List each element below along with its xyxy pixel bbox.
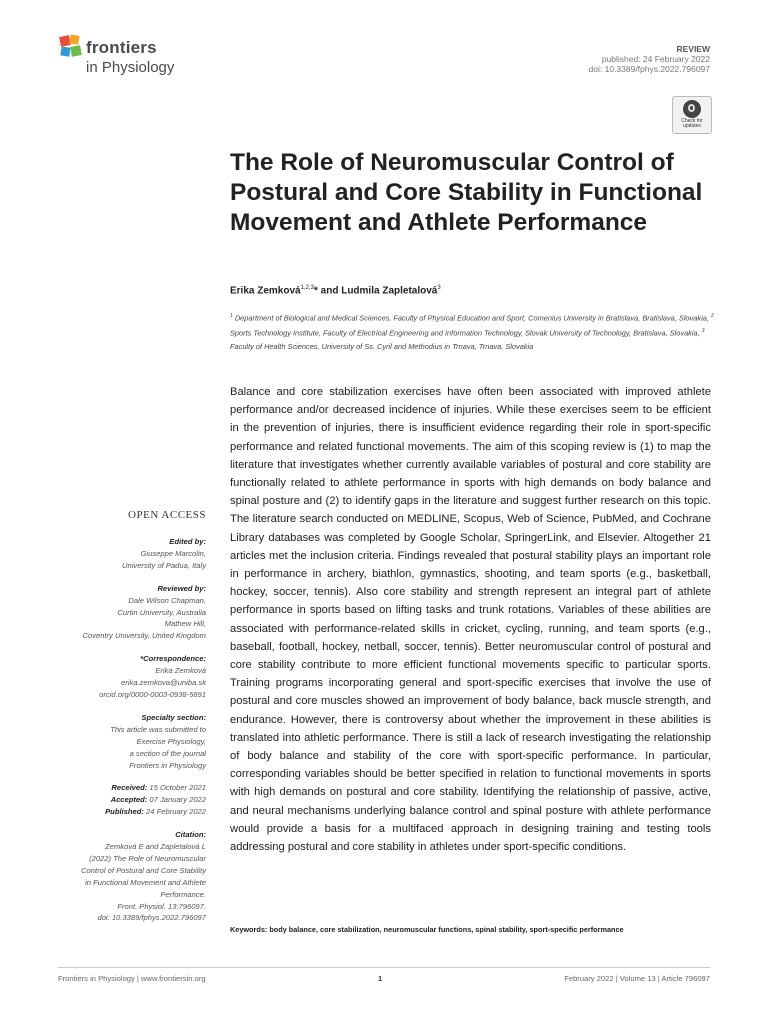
citation-line: (2022) The Role of Neuromuscular <box>89 853 206 863</box>
specialty-line: a section of the journal <box>129 748 206 758</box>
correspondence-email-link[interactable]: erika.zemkova@uniba.sk <box>121 678 206 688</box>
accepted-date <box>40 794 206 806</box>
open-access-label: OPEN ACCESS <box>128 509 206 521</box>
affiliation: Faculty of Health Sciences, University of Ss. Cyril and Methodius in Trnava, Trnava, Slovakia <box>230 341 534 351</box>
specialty-line: Frontiers in Physiology <box>129 760 206 770</box>
reviewed-by-heading: Reviewed by: <box>157 583 206 593</box>
article-title: The Role of Neuromuscular Control of Postural and Core Stability in Functional Movement and Athlete Performance <box>230 149 703 236</box>
abstract-text: Balance and core stabilization exercises have often been associated with improved athlete performance and/or decreased incidence of injuries. While these exercises seem to be efficient in the prevention of injuries, there is insufficient evidence regarding their role in sport-specific performance and related functional movements. The aim of this scoping review is (1) to map the literature that investigates whether currently available variables of postural and core stability are functionally related to athlete performance in sports with high demands on body balance and spinal posture and (2) to identify gaps in the literature and suggest further research on this topic. The literature search conducted on MEDLINE, Scopus, Web of Science, PubMed, and Cochrane Library databases was completed by Google Scholar, SpringerLink, and Elsevier. Altogether 21 articles met the inclusion criteria. Findings revealed that postural stability plays an important role in performance in archery, biathlon, gymnastics, shooting, and team sports (e.g., basketball, hockey, soccer, tennis). Also core stability and strength represent an integral part of athlete performance in sports based on lifting tasks and trunk rotations. Variables of these abilities are associated with performance-related skills in cricket, cycling, running, and team sports (e.g., baseball, football, hockey, netball, soccer, tennis). Better neuromuscular control of postural and core stability contribute to more efficient functional movements specific to particular sports. Training programs incorporating general and sport-specific exercises that involve the use of postural and core muscles showed an improvement of body balance, back muscle strength, and endurance. However, there is controversy about whether the improvement in these abilities is translated into athletic performance. There is still a lack of research investigating the relationship of body balance and stability of the core with sport-specific performance. In particular, corresponding variables should be better specified in relation to functional movements in sports with high demands on postural and core stability. Identifying the relationship of passive, active, and neural mechanisms underlying balance control and spinal posture with athlete performance would provide a basis for a multifaced approach in designing training and testing tools addressing postural and core stability in athletes under sport-specific conditions. <box>230 386 711 854</box>
correspondence-name: Erika Zemková <box>155 666 206 676</box>
footer-divider <box>58 967 710 968</box>
footer-journal-link[interactable]: Frontiers in Physiology | www.frontiersin.org <box>58 974 206 983</box>
reviewer-affiliation: Coventry University, United Kingdom <box>82 631 206 641</box>
citation-line: Zemková E and Zapletalová L <box>105 842 206 852</box>
corresponding-mark: * <box>313 285 318 297</box>
accepted-label: Accepted: <box>110 795 148 805</box>
footer-issue-info: February 2022 | Volume 13 | Article 796097 <box>564 974 710 983</box>
published-date-side <box>40 806 206 818</box>
author-list <box>230 285 441 296</box>
check-updates-label: Check for updates <box>681 118 703 129</box>
citation-section <box>40 829 206 924</box>
citation-doi-link[interactable]: doi: 10.3389/fphys.2022.796097 <box>97 913 206 923</box>
reviewer-affiliation: Curtin University, Australia <box>117 607 206 617</box>
frontiers-logo-icon <box>58 34 84 60</box>
correspondence-section <box>40 653 206 701</box>
specialty-section <box>40 712 206 772</box>
article-sidebar <box>40 508 206 935</box>
citation-heading: Citation: <box>175 830 206 840</box>
author-name[interactable]: Erika Zemková <box>230 285 301 297</box>
citation-line: Performance. <box>160 889 206 899</box>
page-number: 1 <box>378 974 383 983</box>
keywords: Keywords: body balance, core stabilization, neuromuscular functions, spinal stability, sport-specific performance <box>230 925 624 934</box>
specialty-line: Exercise Physiology, <box>136 736 206 746</box>
published-label: Published: <box>105 807 144 817</box>
check-updates-icon <box>683 100 701 118</box>
article-meta <box>589 44 710 74</box>
author-name[interactable]: Ludmila Zapletalová <box>341 285 438 297</box>
citation-line: Front. Physiol. 13:796097. <box>117 901 206 911</box>
orcid-link[interactable]: orcid.org/0000-0003-0938-5691 <box>99 689 206 699</box>
author-conjunction: and <box>317 285 342 297</box>
received-value: 15 October 2021 <box>147 783 206 793</box>
correspondence-heading: *Correspondence: <box>140 654 206 664</box>
affil-sup: 2 <box>710 313 714 319</box>
reviewer-name: Mathew Hill, <box>164 619 206 629</box>
editor-name: Giuseppe Marcolin, <box>140 548 206 558</box>
dates-section <box>40 782 206 818</box>
author-sup: 3 <box>437 285 441 291</box>
edited-by-heading: Edited by: <box>169 537 206 546</box>
published-value: 24 February 2022 <box>143 807 206 817</box>
editor-affiliation: University of Padua, Italy <box>122 560 206 570</box>
affiliation: Department of Biological and Medical Sciences, Faculty of Physical Education and Sport, Comenius University in Bratislava, Bratislava, Slovakia, <box>232 313 711 323</box>
received-label: Received: <box>111 783 148 793</box>
journal-logo-text: frontiers <box>86 38 157 57</box>
edited-by-section <box>40 536 206 572</box>
received-date <box>40 782 206 794</box>
journal-name-text: in Physiology <box>86 59 175 76</box>
check-for-updates-button[interactable] <box>672 96 712 134</box>
affil-sup: 3 <box>701 327 705 334</box>
accepted-value: 07 January 2022 <box>147 795 206 805</box>
author-sup: 1,2,3 <box>300 285 314 291</box>
affil-sup: 1 <box>230 313 233 319</box>
specialty-heading: Specialty section: <box>141 712 206 722</box>
article-type: REVIEW <box>676 44 710 54</box>
affiliations <box>230 310 714 353</box>
published-date: published: 24 February 2022 <box>601 54 710 64</box>
specialty-line: This article was submitted to <box>110 724 206 734</box>
reviewer-name: Dale Wilson Chapman, <box>128 595 206 605</box>
citation-line: in Functional Movement and Athlete <box>85 877 206 887</box>
affiliation: Sports Technology Institute, Faculty of Electrical Engineering and Information Technology, Slovak University of Technology, Bratislava, Slovakia, <box>230 328 702 338</box>
article-doi[interactable]: doi: 10.3389/fphys.2022.796097 <box>588 64 710 74</box>
reviewed-by-section <box>40 583 206 643</box>
citation-line: Control of Postural and Core Stability <box>81 865 206 875</box>
